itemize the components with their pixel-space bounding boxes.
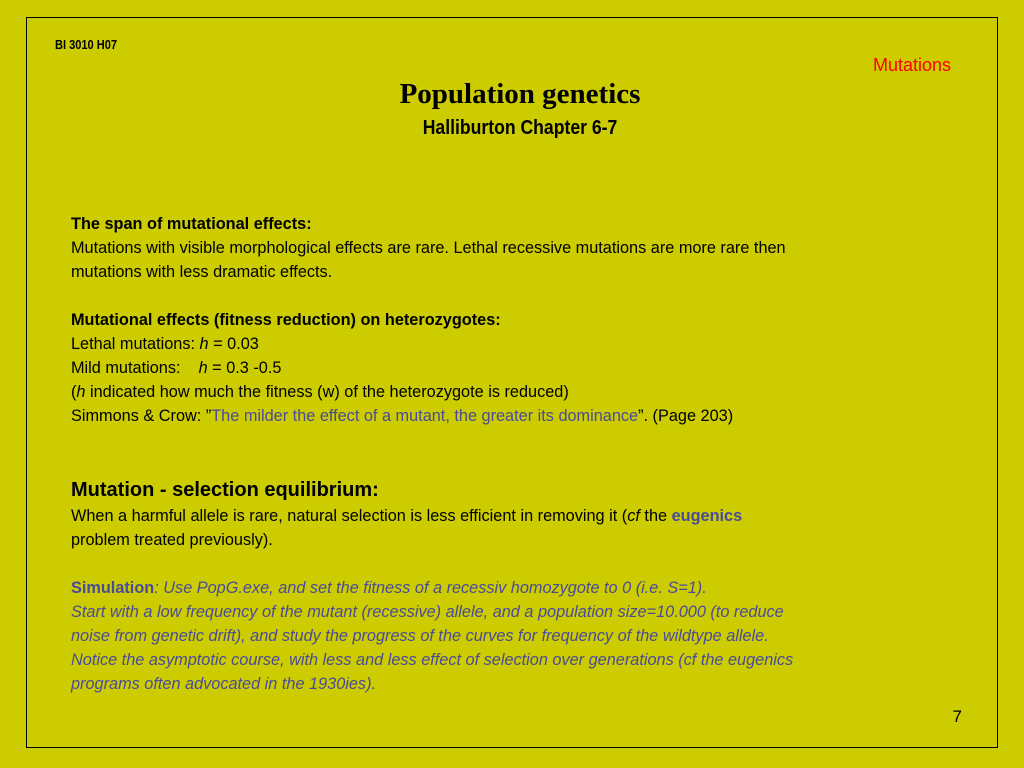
simulation-line-1	[71, 576, 961, 600]
hetero-heading: Mutational effects (fitness reduction) on heterozygotes:	[71, 311, 501, 329]
equilibrium-cf: cf	[627, 507, 640, 525]
lethal-value: = 0.03	[208, 335, 259, 353]
h-note-h: h	[76, 383, 86, 401]
simulation-colon: :	[154, 579, 159, 597]
mild-line	[71, 356, 961, 380]
page-title: Population genetics	[399, 78, 641, 110]
equilibrium-line-2: problem treated previously).	[71, 531, 273, 549]
course-code: BI 3010 H07	[55, 37, 118, 52]
h-note-line	[71, 380, 961, 404]
quote-suffix: ”. (Page 203)	[638, 407, 734, 425]
equilibrium-heading: Mutation - selection equilibrium:	[71, 479, 379, 501]
quote-line	[71, 404, 961, 428]
mild-value: = 0.3 -0.5	[207, 359, 282, 377]
slide-body	[71, 212, 961, 696]
lethal-line	[71, 332, 961, 356]
equilibrium-line-1	[71, 504, 961, 528]
simulation-label: Simulation	[71, 579, 155, 597]
simulation-line-2: Start with a low frequency of the mutant (recessive) allele, and a population size=10.000 (to reduce	[71, 603, 784, 621]
eugenics-link[interactable]: eugenics	[671, 507, 743, 525]
quote-prefix: Simmons & Crow: ”	[71, 407, 212, 425]
lethal-label: Lethal mutations:	[71, 335, 200, 353]
simulation-line-5: programs often advocated in the 1930ies).	[71, 675, 377, 693]
simulation-line-4: Notice the asymptotic course, with less and less effect of selection over generations (cf the eugenics	[71, 651, 794, 669]
equilibrium-text: When a harmful allele is rare, natural selection is less efficient in removing it (	[71, 507, 628, 525]
h-note-text: indicated how much the fitness (w) of the heterozygote is reduced)	[85, 383, 569, 401]
mild-label: Mild mutations:	[71, 359, 199, 377]
equilibrium-the: the	[639, 507, 672, 525]
span-line-1: Mutations with visible morphological effects are rare. Lethal recessive mutations are more rare then	[71, 239, 786, 257]
span-heading: The span of mutational effects:	[71, 215, 312, 233]
mild-h: h	[198, 359, 208, 377]
page-subtitle: Halliburton Chapter 6-7	[422, 117, 618, 139]
lethal-h: h	[199, 335, 209, 353]
page-number: 7	[952, 707, 962, 726]
simulation-block	[71, 576, 961, 696]
quote-text: The milder the effect of a mutant, the greater its dominance	[211, 407, 639, 425]
span-line-2: mutations with less dramatic effects.	[71, 263, 333, 281]
topic-label: Mutations	[872, 55, 951, 75]
simulation-text-1: Use PopG.exe, and set the fitness of a recessiv homozygote to 0 (i.e. S=1).	[158, 579, 707, 597]
simulation-line-3: noise from genetic drift), and study the progress of the curves for frequency of the wildtype allele.	[71, 627, 769, 645]
h-note-open: (	[71, 383, 77, 401]
